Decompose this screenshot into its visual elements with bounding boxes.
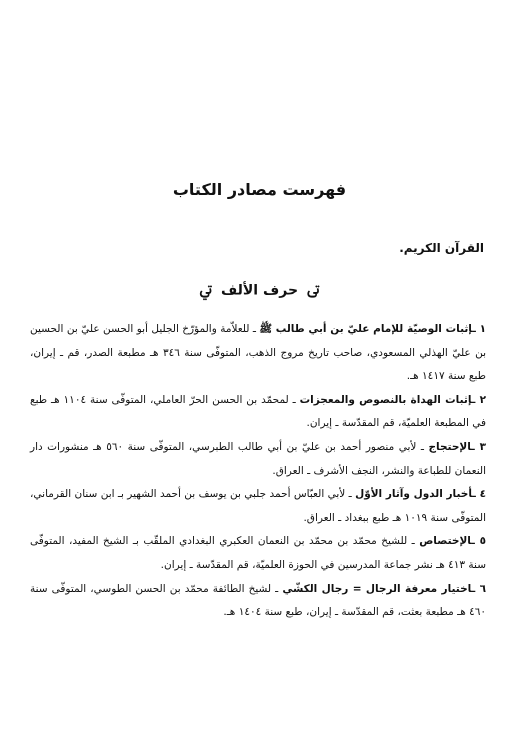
- entry-title: أخبار الدول وآثار الأوّل: [355, 488, 473, 501]
- entry-title: اختيار معرفة الرجال = رجال الكشّي: [282, 582, 472, 595]
- page-title: فهرست مصادر الكتاب: [172, 180, 347, 199]
- entry-title: إثبات الهداة بالنصوص والمعجزات: [299, 393, 472, 406]
- entry-body: ـ للشيخ محمّد بن محمّد بن النعمان العكبري البغدادي الملقّب بـ الشيخ المفيد، المتوفّى سنة ٤١٣ هـ نشر جماعة المدرسين في الحوزة العلميّة، قم المقدّسة ـ إيران.: [30, 535, 486, 571]
- list-item: [30, 483, 486, 530]
- entries-list: [30, 318, 486, 625]
- ornament-right-icon: ﰏ: [306, 283, 320, 299]
- entry-number: ٤ ـ: [472, 488, 486, 501]
- section-header: [0, 282, 519, 299]
- list-item: [30, 318, 486, 389]
- list-item: [30, 389, 486, 436]
- list-item: [30, 530, 486, 577]
- list-item: [30, 436, 486, 483]
- intro-line: القرآن الكريم.: [399, 241, 484, 255]
- entry-number: ٦ ـ: [471, 582, 486, 595]
- entry-body: ـ لأبي منصور أحمد بن عليّ بن أبي طالب الطبرسي، المتوفّى سنة ٥٦٠ هـ منشورات دار النعمان للطباعة والنشر، النجف الأشرف ـ العراق.: [30, 440, 486, 477]
- entry-number: ١ ـ: [472, 323, 486, 335]
- ornament-left-icon: ﰐ: [199, 283, 213, 299]
- entry-body: ـ لشيخ الطائفة محمّد بن الحسن الطوسي، المتوفّى سنة ٤٦٠ هـ مطبعة بعثت، قم المقدّسة ـ إيران، طبع سنة ١٤٠٤ هـ.: [30, 582, 486, 619]
- entry-number: ٣ ـ: [471, 440, 486, 453]
- entry-body: ـ لمحمّد بن الحسن الحرّ العاملي، المتوفّى سنة ١١٠٤ هـ طبع في المطبعة العلميّة، قم المقدّسة ـ إيران.: [30, 393, 486, 430]
- entry-body: ـ لأبي العبّاس أحمد جلبي بن يوسف بن أحمد الشهير بـ ابن سنان القرماني، المتوفّى سنة ١٠١٩ هـ طبع ببغداد ـ العراق.: [30, 488, 486, 524]
- list-item: [30, 578, 486, 625]
- section-header-label: حرف الألف: [220, 282, 299, 299]
- entry-number: ٢ ـ: [471, 393, 487, 406]
- entry-title: إثبات الوصيّة للإمام عليّ بن أبي طالب ﷺ: [259, 323, 473, 335]
- entry-title: الإختصاص: [419, 535, 472, 548]
- entry-body: ـ للعلاّمة والمؤرّخ الجليل أبو الحسن عليّ بن الحسين بن عليّ الهذلي المسعودي، صاحب تاريخ مروج الذهب، المتوفّى سنة ٣٤٦ هـ مطبعة الصدر، قم ـ إيران، طبع سنة ١٤١٧ هـ.: [30, 323, 486, 383]
- entry-number: ٥ ـ: [471, 535, 486, 548]
- entry-title: الإحتجاج: [428, 440, 472, 453]
